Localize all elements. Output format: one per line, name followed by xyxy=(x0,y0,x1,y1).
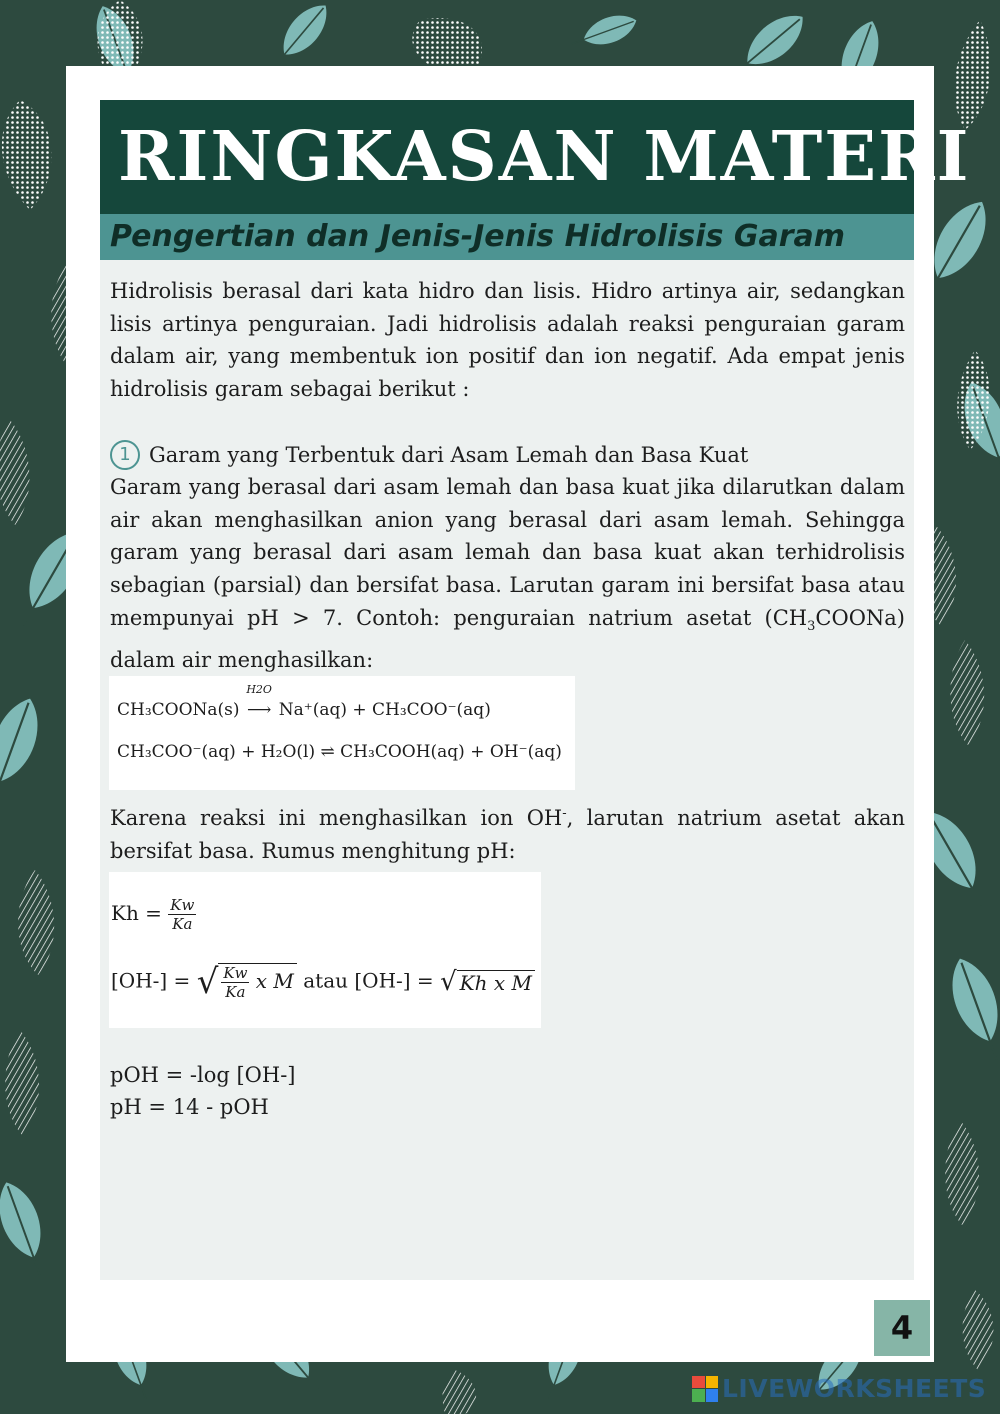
oh-denominator: Ka xyxy=(225,983,246,1001)
section-number-badge: 1 xyxy=(110,440,140,470)
section-heading xyxy=(110,438,748,471)
section-title: Garam yang Terbentuk dari Asam Lemah dan Basa Kuat xyxy=(149,442,749,467)
oh-lhs: [OH-] = xyxy=(111,968,191,993)
arrow-label: H2O xyxy=(246,683,272,696)
paragraph-text: Garam yang berasal dari asam lemah dan basa kuat jika dilarutkan dalam air akan menghasilkan anion yang berasal dari asam lemah. Sehingga garam yang berasal dari asam lemah dan basa kuat akan terhidrolisis sebagian (parsial) dan bersifat basa. Larutan garam ini bersifat basa atau mempunyai pH > 7. Contoh: penguraian natrium asetat (CH xyxy=(110,475,905,630)
kh-denominator: Ka xyxy=(172,915,193,933)
paragraph2-text-cont: , larutan natrium asetat akan bersifat basa. Rumus menghitung pH: xyxy=(110,806,905,863)
oh-numerator: Kw xyxy=(223,964,248,982)
watermark xyxy=(692,1374,986,1403)
reaction1-right: Na⁺(aq) + CH₃COO⁻(aq) xyxy=(278,700,491,720)
sqrt-symbol: √ xyxy=(196,962,219,1002)
section-paragraph xyxy=(110,471,905,676)
reaction1-left: CH₃COONa(s) xyxy=(117,700,240,720)
watermark-logo-icon xyxy=(692,1376,718,1402)
reaction-line-2: CH₃COO⁻(aq) + H₂O(l) ⇌ CH₃COOH(aq) + OH⁻(aq) xyxy=(117,742,562,762)
sqrt-radicand xyxy=(218,963,297,1001)
reaction-line-1 xyxy=(117,683,491,720)
kh-numerator: Kw xyxy=(170,896,195,914)
oh-connector: atau [OH-] = xyxy=(303,968,434,993)
watermark-text: LIVEWORKSHEETS xyxy=(722,1374,987,1403)
superscript: - xyxy=(562,806,567,821)
reaction-equations-box xyxy=(109,676,575,790)
section-paragraph-2 xyxy=(110,798,905,867)
ph-formula-box xyxy=(109,872,541,1028)
poh-formula: pOH = -log [OH-] xyxy=(110,1063,296,1087)
page-title: RINGKASAN MATERI xyxy=(118,117,971,197)
kh-formula xyxy=(111,896,196,933)
page-number: 4 xyxy=(874,1300,930,1356)
kh-fraction xyxy=(168,896,196,933)
subscript: 3 xyxy=(807,619,816,634)
paragraph-text-cont: COONa) dalam air menghasilkan: xyxy=(110,605,905,672)
oh-times-m: x M xyxy=(255,969,294,993)
sqrt-symbol-2: √ xyxy=(440,967,457,997)
oh-fraction xyxy=(221,964,249,1001)
paragraph2-text: Karena reaksi ini menghasilkan ion OH xyxy=(110,806,563,830)
sqrt-radicand-2: Kh x M xyxy=(457,970,535,995)
oh-formula xyxy=(111,962,535,1002)
reaction-arrow: H2O ⟶ xyxy=(246,683,272,720)
kh-lhs: Kh = xyxy=(111,901,162,925)
intro-paragraph: Hidrolisis berasal dari kata hidro dan lisis. Hidro artinya air, sedangkan lisis artinya penguraian. Jadi hidrolisis adalah reaksi penguraian garam dalam air, yang membentuk ion positif dan ion negatif. Ada empat jenis hidrolisis garam sebagai berikut : xyxy=(110,279,905,402)
page-subtitle: Pengertian dan Jenis-Jenis Hidrolisis Garam xyxy=(110,219,846,254)
ph-formula: pH = 14 - pOH xyxy=(110,1095,269,1119)
